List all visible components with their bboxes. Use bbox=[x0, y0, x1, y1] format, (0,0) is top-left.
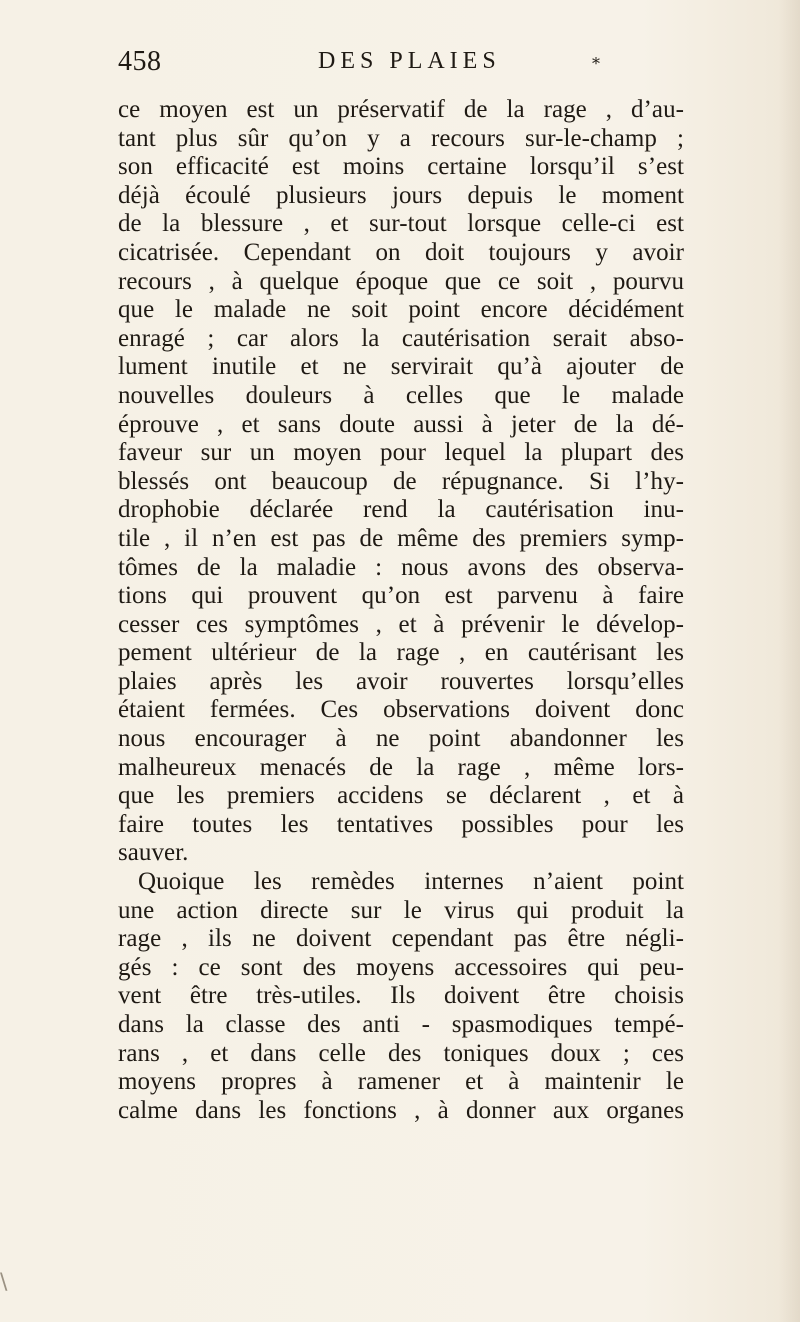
running-head: DES PLAIES bbox=[318, 48, 501, 74]
text-line: sauver. bbox=[118, 839, 189, 867]
text-line: rans , et dans celle des toniques doux ; ces bbox=[118, 1039, 684, 1067]
text-line: étaient fermées. Ces observations doivent donc bbox=[118, 696, 684, 724]
text-line: pement ultérieur de la rage , en cautérisant les bbox=[118, 639, 684, 667]
text-line: tant plus sûr qu’on y a recours sur-le-champ ; bbox=[118, 124, 684, 152]
text-line: faire toutes les tentatives possibles pour les bbox=[118, 810, 684, 838]
text-line: plaies après les avoir rouvertes lorsqu’elles bbox=[118, 667, 684, 695]
text-line: malheureux menacés de la rage , même lors- bbox=[118, 753, 684, 781]
text-line: calme dans les fonctions , à donner aux organes bbox=[118, 1096, 684, 1124]
text-line: tile , il n’en est pas de même des premiers symp- bbox=[118, 524, 684, 552]
text-line: vent être très-utiles. Ils doivent être choisis bbox=[118, 982, 684, 1010]
text-line: lument inutile et ne servirait qu’à ajouter de bbox=[118, 353, 684, 381]
text-line: nous encourager à ne point abandonner les bbox=[118, 725, 684, 753]
text-line: déjà écoulé plusieurs jours depuis le moment bbox=[118, 181, 684, 209]
text-line: ce moyen est un préservatif de la rage , d’au- bbox=[118, 96, 684, 123]
text-line: une action directe sur le virus qui produit la bbox=[118, 896, 684, 924]
text-line: faveur sur un moyen pour lequel la plupart des bbox=[118, 439, 684, 467]
text-line: nouvelles douleurs à celles que le malade bbox=[118, 381, 684, 409]
body-text bbox=[118, 96, 684, 1125]
text-line: tômes de la maladie : nous avons des observa- bbox=[118, 553, 684, 581]
text-line: cesser ces symptômes , et à prévenir le dévelop- bbox=[118, 610, 684, 638]
text-line: dans la classe des anti - spasmodiques tempé- bbox=[118, 1011, 684, 1038]
ornament-mark: * bbox=[592, 54, 600, 73]
text-line: Quoique les remèdes internes n’aient point bbox=[138, 868, 684, 896]
text-line: recours , à quelque époque que ce soit , pourvu bbox=[118, 267, 684, 295]
page-header bbox=[118, 46, 698, 86]
text-line: moyens propres à ramener et à maintenir le bbox=[118, 1068, 684, 1096]
page-number: 458 bbox=[118, 46, 162, 77]
text-line: rage , ils ne doivent cependant pas être négli- bbox=[118, 925, 684, 953]
text-line: de la blessure , et sur-tout lorsque celle-ci est bbox=[118, 210, 684, 238]
text-line: tions qui prouvent qu’on est parvenu à faire bbox=[118, 582, 684, 610]
text-line: son efficacité est moins certaine lorsqu’il s’est bbox=[118, 153, 684, 181]
page-edge-shadow bbox=[778, 0, 800, 1322]
text-line: cicatrisée. Cependant on doit toujours y avoir bbox=[118, 238, 684, 266]
text-line: gés : ce sont des moyens accessoires qui peu- bbox=[118, 953, 684, 981]
corner-mark: \ bbox=[0, 1270, 8, 1295]
text-line: drophobie déclarée rend la cautérisation inu- bbox=[118, 496, 684, 524]
text-line: éprouve , et sans doute aussi à jeter de la dé- bbox=[118, 410, 684, 438]
text-line: blessés ont beaucoup de répugnance. Si l’hy- bbox=[118, 467, 684, 495]
text-line: enragé ; car alors la cautérisation serait abso- bbox=[118, 324, 684, 352]
text-line: que les premiers accidens se déclarent , et à bbox=[118, 782, 684, 810]
text-line: que le malade ne soit point encore décidément bbox=[118, 296, 684, 324]
